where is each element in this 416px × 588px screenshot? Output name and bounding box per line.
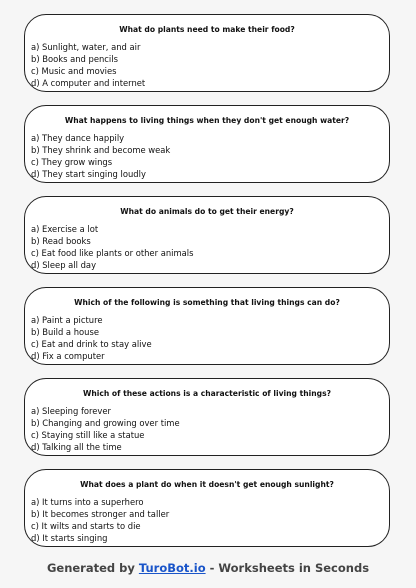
question-text: What happens to living things when they don't get enough water? [64,116,350,125]
answer-options [31,132,170,180]
question-card-2 [24,105,390,183]
answer-option: a) Exercise a lot [31,224,99,234]
answer-option: c) Eat food like plants or other animals [31,248,194,258]
answer-option: d) Talking all the time [31,442,122,452]
answer-option: a) It turns into a superhero [31,497,144,507]
question-card-1 [24,14,390,92]
answer-option: c) It wilts and starts to die [31,521,141,531]
turobot-link[interactable]: TuroBot.io [138,561,206,575]
answer-option: d) Fix a computer [31,351,105,361]
answer-option: d) They start singing loudly [31,169,146,179]
answer-option: c) Music and movies [31,66,117,76]
question-card-3 [24,196,390,274]
answer-option: b) Books and pencils [31,54,118,64]
answer-option: b) Changing and growing over time [31,418,180,428]
question-text: Which of these actions is a characteristic of living things? [82,389,332,398]
answer-options [31,223,193,271]
answer-option: c) Staying still like a statue [31,430,145,440]
question-card-5 [24,378,390,456]
answer-option: d) It starts singing [31,533,108,543]
answer-option: d) A computer and internet [31,78,146,88]
question-text: What does a plant do when it doesn't get enough sunlight? [80,480,334,489]
footer-suffix: - Worksheets in Seconds [205,561,370,575]
question-text: What do plants need to make their food? [119,25,295,34]
answer-option: a) Sunlight, water, and air [31,42,141,52]
footer [0,561,416,575]
question-card-4 [24,287,390,365]
footer-prefix: Generated by [46,561,139,575]
question-text: Which of the following is something that living things can do? [74,298,340,307]
answer-option: c) They grow wings [31,157,113,167]
answer-options [31,496,169,544]
answer-option: a) They dance happily [31,133,125,143]
answer-option: a) Sleeping forever [31,406,111,416]
question-text: What do animals do to get their energy? [120,207,294,216]
answer-options [31,314,152,362]
answer-option: c) Eat and drink to stay alive [31,339,152,349]
answer-option: b) Read books [31,236,91,246]
answer-options [31,405,180,453]
answer-options [31,41,145,89]
answer-option: b) It becomes stronger and taller [31,509,170,519]
answer-option: a) Paint a picture [31,315,103,325]
answer-option: d) Sleep all day [31,260,97,270]
answer-option: b) They shrink and become weak [31,145,171,155]
answer-option: b) Build a house [31,327,99,337]
question-card-6 [24,469,390,547]
